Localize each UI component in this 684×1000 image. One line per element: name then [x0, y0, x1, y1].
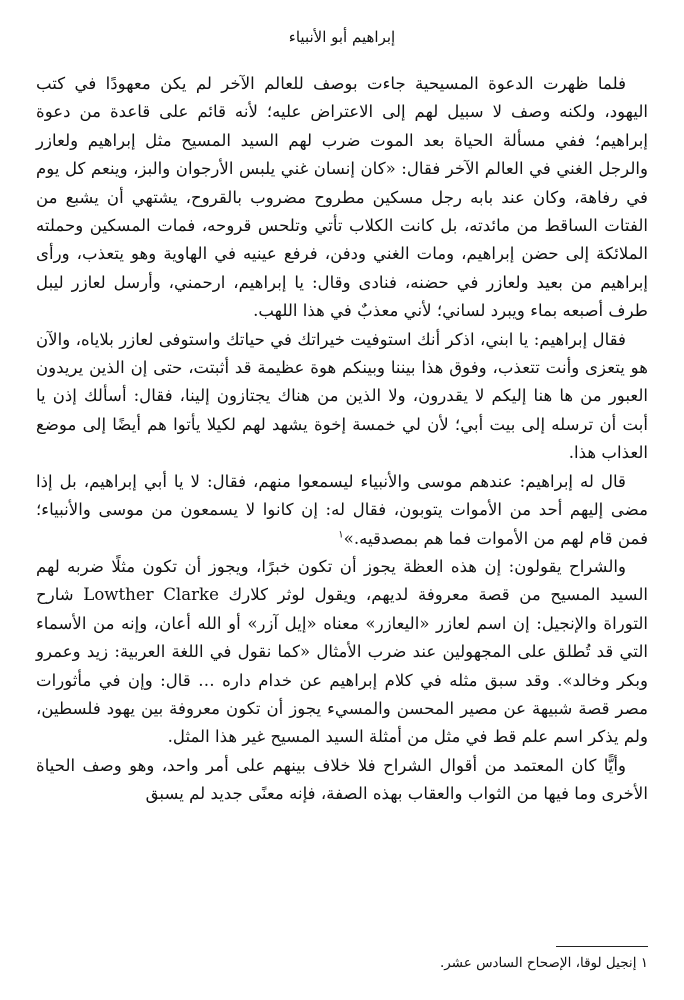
paragraph-3-text: قال له إبراهيم: عندهم موسى والأنبياء ليسمعوا منهم، فقال: لا يا أبي إبراهيم، بل إذا مضى إليهم أحد من الأموات يتوبون، فقال له: إن كانوا لا يسمعون من موسى والأنبياء؛ فمن قام لهم من الأموات فما هم بمصدقيه.»	[36, 471, 648, 548]
paragraph-1: فلما ظهرت الدعوة المسيحية جاءت بوصف للعالم الآخر لم يكن معهودًا في كتب اليهود، ولكنه وصف لا سبيل لهم إلى الاعتراض عليه؛ لأنه قائم على قاعدة من دعوة إبراهيم؛ ففي مسألة الحياة بعد الموت ضرب لهم السيد المسيح مثل إبراهيم ولعازر والرجل الغني في العالم الآخر فقال: «كان إنسان غني يلبس الأرجوان والبز، وينعم كل يوم في رفاهة، وكان عند بابه رجل مسكين مطروح مضروب بالقروح، يشتهي أن يشبع من الفتات الساقط من مائدته، بل كانت الكلاب تأتي وتلحس قروحه، فمات المسكين وحملته الملائكة إلى حضن إبراهيم، ومات الغني ودفن، فرفع عينيه في الهاوية وهو يتعذب، ورأى إبراهيم من بعيد ولعازر في حضنه، فنادى وقال: يا إبراهيم، ارحمني، وأرسل لعازر ليبل طرف أصبعه بماء ويبرد لساني؛ لأني معذبٌ في هذا اللهب.	[36, 74, 648, 321]
paragraph-3	[36, 468, 648, 553]
paragraph-4: والشراح يقولون: إن هذه العظة يجوز أن تكون خبرًا، ويجوز أن تكون مثلًا ضربه لهم السيد المسيح من قصة معروفة لديهم، ويقول لوثر كلارك Lowther Clarke شارح التوراة والإنجيل: إن اسم لعازر «اليعازر» معناه «إيل آزر» أو الله أعان، وإنه من الأسماء التي قد تُطلق على المجهولين عند ضرب الأمثال «كما نقول في اللغة العربية: زيد وعمرو وبكر وخالد». وقد سبق مثله في كلام إبراهيم عن خدام داره … قال: وإن في مأثورات مصر قصة شبيهة عن مصير المحسن والمسيء يجوز أن تكون معروفة بين يهود فلسطين، ولم يذكر اسم علم قط في مثل من أمثلة السيد المسيح غير هذا المثل.	[36, 556, 648, 747]
footnote-area	[36, 946, 648, 973]
body-text	[36, 70, 648, 809]
footnote-text: ١ إنجيل لوقا، الإصحاح السادس عشر.	[439, 955, 648, 971]
footnote-divider	[556, 946, 648, 947]
paragraph-5: وأيًّا كان المعتمد من أقوال الشراح فلا خلاف بينهم على أمر واحد، وهو وصف الحياة الأخرى وما فيها من الثواب والعقاب بهذه الصفة، فإنه معنًى جديد لم يسبق	[36, 755, 648, 804]
running-header: إبراهيم أبو الأنبياء	[288, 28, 396, 46]
paragraph-2: فقال إبراهيم: يا ابني، اذكر أنك استوفيت خيراتك في حياتك واستوفى لعازر بلاياه، والآن هو يتعزى وأنت تتعذب، وفوق هذا بيننا وبينكم هوة عظيمة قد أثبتت، حتى إن الذين يريدون العبور من ها هنا إليكم لا يقدرون، ولا الذين من هناك يجتازون إلينا، فقال: أسألك إذن يا أبت أن ترسله إلى بيت أبي؛ لأن لي خمسة إخوة يشهد لهم لكيلا يأتوا هم أيضًا إلى موضع العذاب هذا.	[36, 329, 648, 463]
footnote-reference[interactable]: ١	[338, 528, 344, 540]
